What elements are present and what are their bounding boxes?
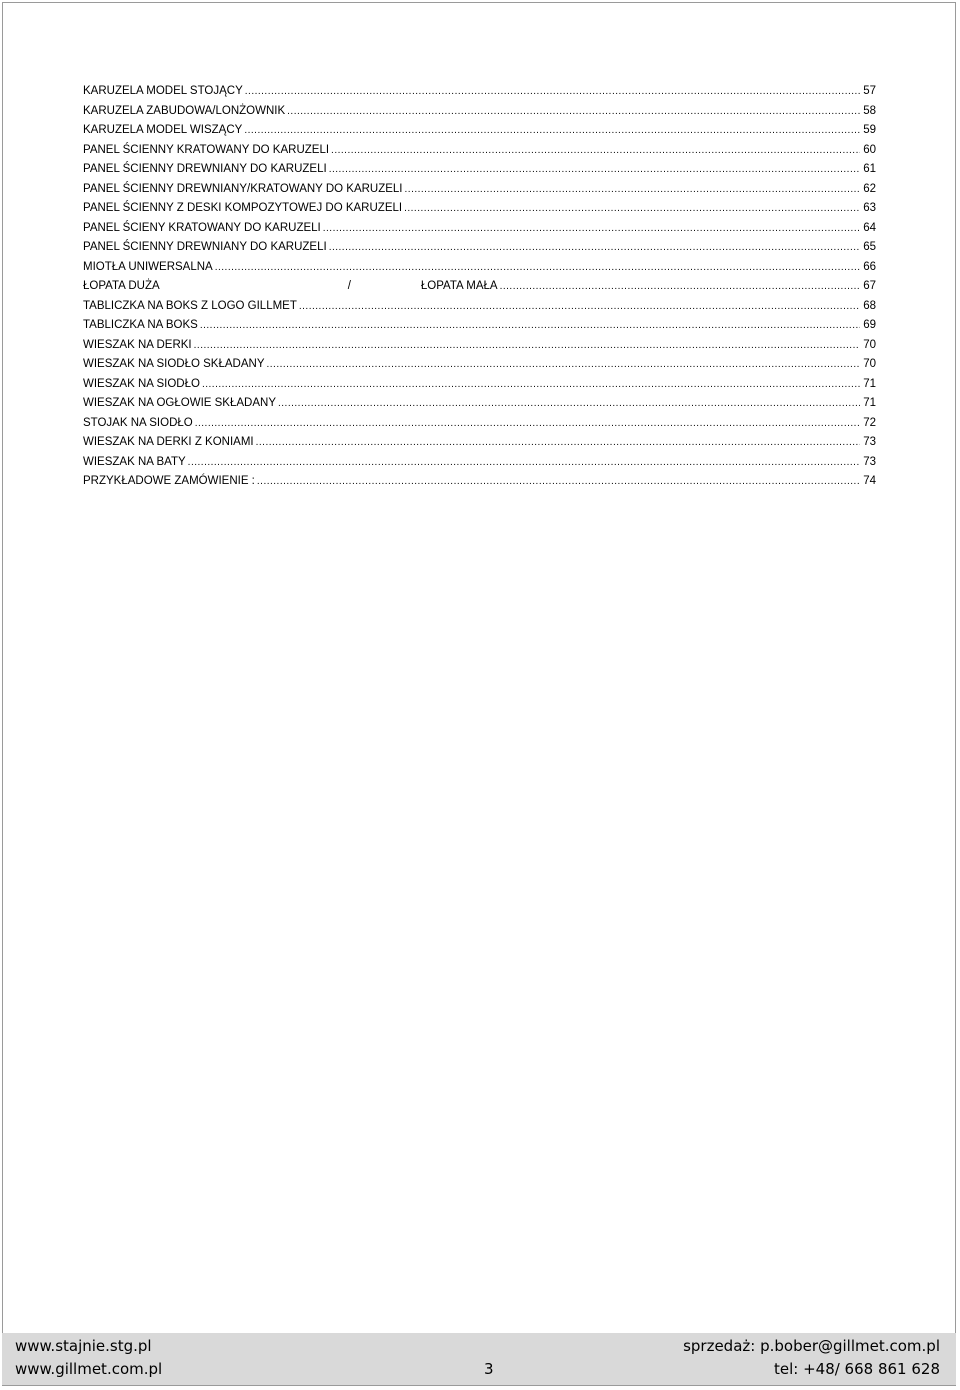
toc-entry-page: 62 xyxy=(863,182,876,195)
toc-entry[interactable] xyxy=(83,121,876,141)
toc-entry-title-part1: ŁOPATA DUŻA xyxy=(83,280,160,292)
footer-sales-email[interactable]: sprzedaż: p.bober@gillmet.com.pl xyxy=(683,1337,940,1355)
toc-entry[interactable] xyxy=(83,316,876,336)
toc-entry[interactable] xyxy=(83,141,876,161)
toc-dot-leader xyxy=(195,414,860,434)
toc-dot-leader xyxy=(287,102,860,122)
toc-entry[interactable] xyxy=(83,219,876,239)
toc-dot-leader xyxy=(245,82,860,102)
toc-dot-leader xyxy=(331,141,860,161)
toc-entry[interactable] xyxy=(83,297,876,317)
toc-entry-title: STOJAK NA SIODŁO xyxy=(83,416,193,429)
toc-dot-leader xyxy=(194,336,860,356)
toc-dot-leader xyxy=(267,355,861,375)
toc-entry-title: KARUZELA ZABUDOWA/LONŻOWNIK xyxy=(83,104,286,117)
toc-entry[interactable] xyxy=(83,238,876,258)
toc-dot-leader xyxy=(200,316,860,336)
toc-entry-title: WIESZAK NA DERKI xyxy=(83,338,192,351)
toc-entry-title: TABLICZKA NA BOKS xyxy=(83,319,198,331)
toc-entry-title: PANEL ŚCIENNY DREWNIANY DO KARUZELI xyxy=(83,163,327,175)
toc-entry[interactable] xyxy=(83,453,876,473)
toc-entry-page: 60 xyxy=(863,143,876,156)
toc-dot-leader xyxy=(299,297,860,317)
toc-entry-title-separator: / xyxy=(347,280,351,292)
toc-entry-title xyxy=(83,277,498,297)
toc-dot-leader xyxy=(256,433,860,453)
toc-dot-leader xyxy=(202,375,860,395)
toc-dot-leader xyxy=(278,394,860,414)
toc-entry-page: 67 xyxy=(863,280,876,292)
toc-entry[interactable] xyxy=(83,277,876,297)
toc-entry-page: 72 xyxy=(863,416,876,429)
toc-entry-page: 69 xyxy=(863,319,876,331)
toc-entry-page: 57 xyxy=(863,85,876,97)
toc-dot-leader xyxy=(215,258,860,278)
toc-dot-leader xyxy=(257,472,860,492)
toc-entry-title: PANEL ŚCIENNY Z DESKI KOMPOZYTOWEJ DO KARUZELI xyxy=(83,202,403,214)
toc-entry-page: 70 xyxy=(863,338,876,351)
toc-entry[interactable] xyxy=(83,433,876,453)
footer-phone: tel: +48/ 668 861 628 xyxy=(773,1360,940,1378)
toc-dot-leader xyxy=(323,219,860,239)
toc-entry-page: 59 xyxy=(863,124,876,136)
footer-page-number: 3 xyxy=(484,1360,494,1378)
toc-entry-title: WIESZAK NA SIODŁO SKŁADANY xyxy=(83,358,265,370)
toc-entry-page: 61 xyxy=(863,163,876,175)
toc-entry-title: KARUZELA MODEL WISZĄCY xyxy=(83,124,243,136)
toc-dot-leader xyxy=(244,121,860,141)
toc-entry-title: KARUZELA MODEL STOJĄCY xyxy=(83,85,243,97)
footer-website-stajnie[interactable]: www.stajnie.stg.pl xyxy=(15,1337,152,1355)
toc-entry[interactable] xyxy=(83,102,876,122)
toc-entry[interactable] xyxy=(83,472,876,492)
toc-entry-page: 58 xyxy=(863,104,876,117)
toc-entry-page: 66 xyxy=(863,260,876,273)
toc-entry-title: WIESZAK NA SIODŁO xyxy=(83,377,200,390)
toc-entry[interactable] xyxy=(83,180,876,200)
toc-entry[interactable] xyxy=(83,160,876,180)
toc-entry-title: MIOTŁA UNIWERSALNA xyxy=(83,260,213,273)
toc-entry[interactable] xyxy=(83,199,876,219)
toc-entry-page: 65 xyxy=(863,241,876,253)
toc-entry-title: PRZYKŁADOWE ZAMÓWIENIE : xyxy=(83,475,255,487)
toc-entry-page: 70 xyxy=(863,358,876,370)
toc-entry[interactable] xyxy=(83,258,876,278)
table-of-contents xyxy=(83,82,876,492)
toc-entry-title: PANEL ŚCIENY KRATOWANY DO KARUZELI xyxy=(83,221,321,234)
toc-entry[interactable] xyxy=(83,375,876,395)
toc-entry-page: 73 xyxy=(863,455,876,468)
toc-dot-leader xyxy=(500,277,860,297)
toc-entry[interactable] xyxy=(83,336,876,356)
toc-dot-leader xyxy=(405,180,860,200)
toc-dot-leader xyxy=(188,453,860,473)
footer-website-gillmet[interactable]: www.gillmet.com.pl xyxy=(15,1360,163,1378)
toc-entry-page: 68 xyxy=(863,299,876,312)
toc-entry-title: PANEL ŚCIENNY DREWNIANY DO KARUZELI xyxy=(83,241,327,253)
toc-entry[interactable] xyxy=(83,355,876,375)
toc-dot-leader xyxy=(329,160,860,180)
toc-dot-leader xyxy=(329,238,860,258)
toc-entry-title: TABLICZKA NA BOKS Z LOGO GILLMET xyxy=(83,299,297,312)
toc-entry-title-part2: ŁOPATA MAŁA xyxy=(420,280,498,292)
toc-entry-page: 64 xyxy=(863,221,876,234)
toc-entry-page: 74 xyxy=(863,475,876,487)
toc-entry-title: WIESZAK NA BATY xyxy=(83,455,186,468)
toc-entry-title: PANEL ŚCIENNY DREWNIANY/KRATOWANY DO KARUZELI xyxy=(83,182,403,195)
toc-entry-page: 71 xyxy=(863,377,876,390)
toc-entry-page: 73 xyxy=(863,436,876,448)
toc-entry[interactable] xyxy=(83,414,876,434)
toc-entry[interactable] xyxy=(83,82,876,102)
toc-entry-title: PANEL ŚCIENNY KRATOWANY DO KARUZELI xyxy=(83,143,330,156)
toc-entry-title: WIESZAK NA OGŁOWIE SKŁADANY xyxy=(83,397,276,409)
toc-entry-title: WIESZAK NA DERKI Z KONIAMI xyxy=(83,436,254,448)
toc-entry[interactable] xyxy=(83,394,876,414)
toc-entry-page: 71 xyxy=(863,397,876,409)
page-footer xyxy=(2,1333,956,1385)
toc-dot-leader xyxy=(404,199,860,219)
toc-entry-page: 63 xyxy=(863,202,876,214)
